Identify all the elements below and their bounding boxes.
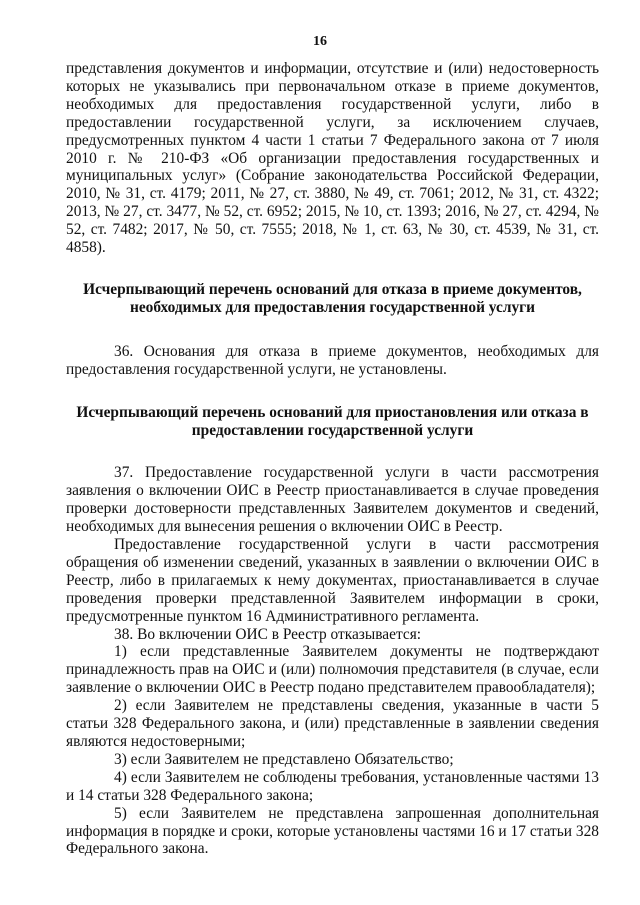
- paragraph-36: 36. Основания для отказа в приеме документов, необходимых для предоставления государственной услуги, не установлены.: [66, 342, 599, 378]
- section-heading-suspension-refusal: Исчерпывающий перечень оснований для приостановления или отказа в предоставлении государственной услуги: [76, 403, 589, 439]
- paragraph-38-item-5: 5) если Заявителем не представлена запрошенная дополнительная информация в порядке и сроки, которые установлены частями 16 и 17 статьи 328 Федерального закона.: [66, 804, 599, 858]
- paragraph-37: 37. Предоставление государственной услуги в части рассмотрения заявления о включении ОИС в Реестр приостанавливается в случае проведения проверки достоверности представленных Заявителем документов и сведений, необходимых для вынесения решения о включении ОИС в Реестр.: [66, 464, 599, 536]
- document-body: [66, 60, 599, 858]
- paragraph-38-item-3: 3) если Заявителем не представлено Обязательство;: [114, 750, 454, 768]
- paragraph-intro: представления документов и информации, отсутствие и (или) недостоверность которых не указывались при первоначальном отказе в приеме документов, необходимых для предоставления государственной услуги, либо в предоставлении государственной услуги, за исключением случаев, предусмотренных пунктом 4 части 1 статьи 7 Федерального закона от 7 июля 2010 г. № 210-ФЗ «Об организации предоставления государственных и муниципальных услуг» (Собрание законодательства Российской Федерации, 2010, № 31, ст. 4179; 2011, № 27, ст. 3880, № 49, ст. 7061; 2012, № 31, ст. 4322; 2013, № 27, ст. 3477, № 52, ст. 6952; 2015, № 10, ст. 1393; 2016, № 27, ст. 4294, № 52, ст. 7482; 2017, № 50, ст. 7555; 2018, № 1, ст. 63, № 30, ст. 4539, № 31, ст. 4858).: [66, 60, 599, 257]
- paragraph-38-item-2: 2) если Заявителем не представлены сведения, указанные в части 5 статьи 328 Федерального закона, и (или) представленные в заявлении сведения являются недостоверными;: [66, 697, 599, 750]
- paragraph-38: 38. Во включении ОИС в Реестр отказывается:: [114, 625, 422, 643]
- section-heading-refusal-documents: Исчерпывающий перечень оснований для отказа в приеме документов, необходимых для предоставления государственной услуги: [83, 280, 582, 316]
- page-number: 16: [313, 34, 327, 49]
- paragraph-38-item-1: 1) если представленные Заявителем документы не подтверждают принадлежность прав на ОИС и (или) полномочия представителя (в случае, если заявление о включении ОИС в Реестр подано представителем правообладателя);: [66, 643, 599, 697]
- paragraph-38-item-4: 4) если Заявителем не соблюдены требования, установленные частями 13 и 14 статьи 328 Федерального закона;: [66, 768, 599, 804]
- paragraph-37-continued: Предоставление государственной услуги в части рассмотрения обращения об изменении сведений, указанных в заявлении о включении ОИС в Реестр, либо в прилагаемых к нему документах, приостанавливается в случае проведения проверки представленной Заявителем информации в сроки, предусмотренные пунктом 16 Административного регламента.: [66, 536, 599, 625]
